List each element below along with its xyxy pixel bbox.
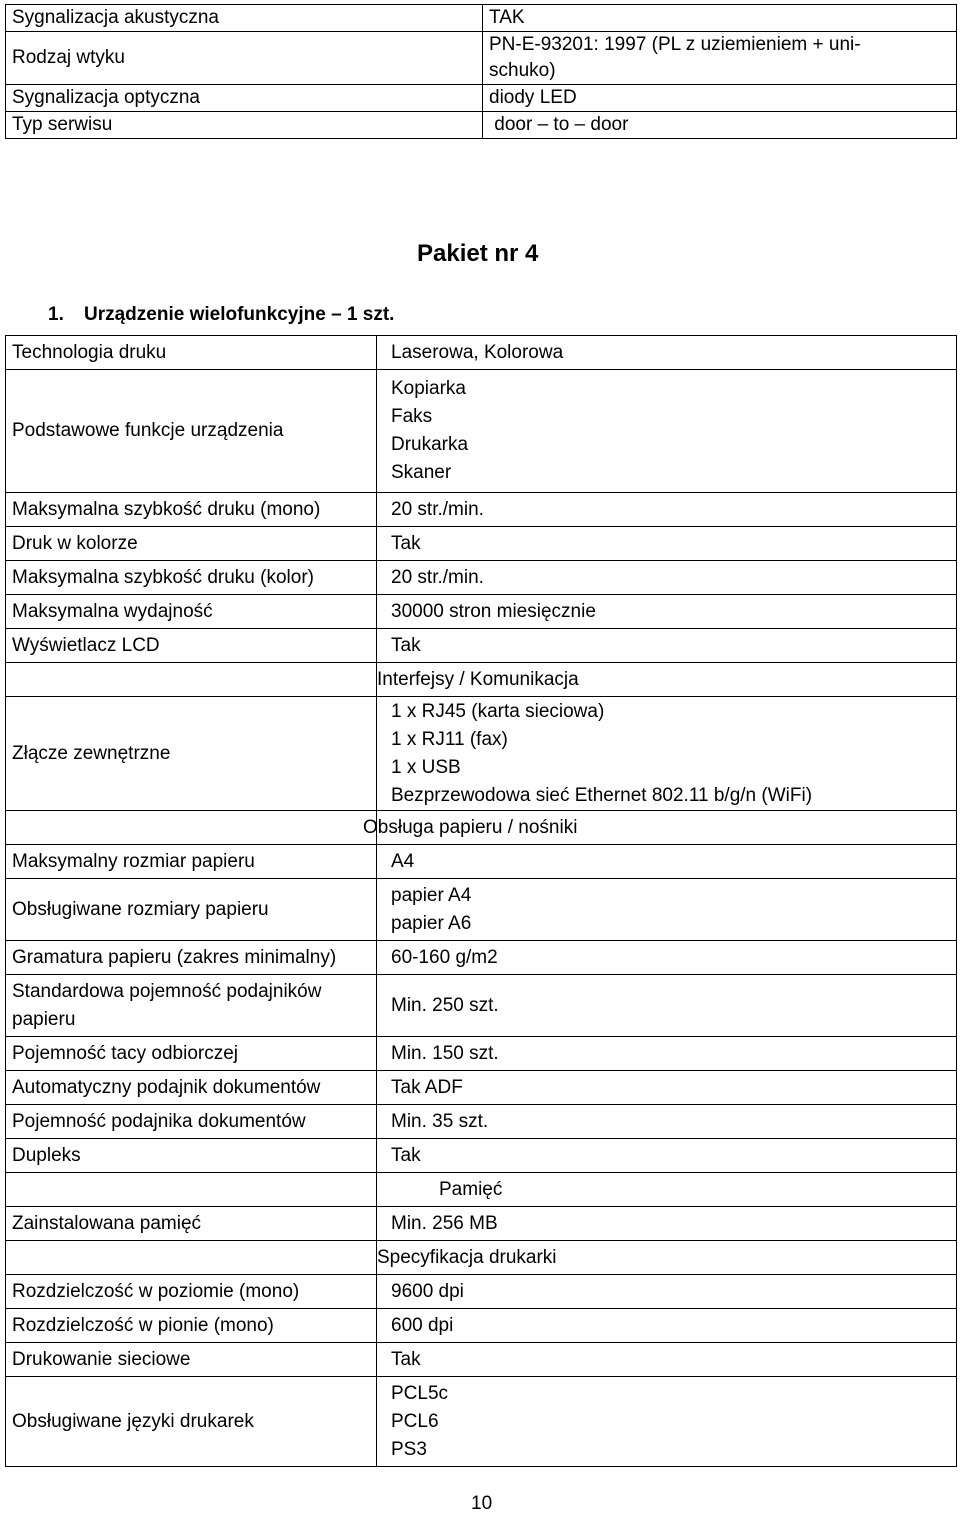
row-label: Gramatura papieru (zakres minimalny) xyxy=(6,941,377,975)
table-row xyxy=(6,845,957,879)
value-line: PS3 xyxy=(391,1438,427,1460)
table-row xyxy=(6,1207,957,1241)
row-value: Tak xyxy=(377,527,957,561)
table-row xyxy=(6,1071,957,1105)
row-label: Typ serwisu xyxy=(6,112,483,139)
row-value: Tak xyxy=(377,1139,957,1173)
row-label: Rodzaj wtyku xyxy=(6,32,483,85)
row-value xyxy=(377,1377,957,1467)
row-value: Tak ADF xyxy=(377,1071,957,1105)
table-row xyxy=(6,1037,957,1071)
table-row xyxy=(6,1275,957,1309)
value-line: Bezprzewodowa sieć Ethernet 802.11 b/g/n (WiFi) xyxy=(391,784,813,806)
table-row xyxy=(6,493,957,527)
row-label: Podstawowe funkcje urządzenia xyxy=(6,370,377,493)
section-spacer xyxy=(6,663,377,697)
value-line: PN-E-93201: 1997 (PL z uziemieniem + uni- xyxy=(489,34,861,55)
table-row xyxy=(6,5,957,32)
table-row xyxy=(6,336,957,370)
row-label: Obsługiwane języki drukarek xyxy=(6,1377,377,1467)
row-value: door – to – door xyxy=(483,112,957,139)
row-label: Technologia druku xyxy=(6,336,377,370)
table-row xyxy=(6,1343,957,1377)
row-label: Rozdzielczość w poziomie (mono) xyxy=(6,1275,377,1309)
row-label: Automatyczny podajnik dokumentów xyxy=(6,1071,377,1105)
row-value: Min. 250 szt. xyxy=(377,975,957,1037)
section-spacer xyxy=(6,1241,377,1275)
row-value xyxy=(483,32,957,85)
section-title-printer: Specyfikacja drukarki xyxy=(377,1241,957,1275)
row-label: Sygnalizacja optyczna xyxy=(6,85,483,112)
table-row xyxy=(6,561,957,595)
value-line: 1 x USB xyxy=(391,756,461,778)
table-row xyxy=(6,629,957,663)
row-label: Standardowa pojemność podajników papieru xyxy=(6,975,377,1037)
row-value xyxy=(377,879,957,941)
row-value xyxy=(377,370,957,493)
row-value: diody LED xyxy=(483,85,957,112)
section-header-row xyxy=(6,1173,957,1207)
table-row xyxy=(6,1377,957,1467)
value-line: schuko) xyxy=(489,60,556,81)
row-label: Maksymalna szybkość druku (mono) xyxy=(6,493,377,527)
heading-text: Urządzenie wielofunkcyjne – 1 szt. xyxy=(84,304,395,325)
row-label: Drukowanie sieciowe xyxy=(6,1343,377,1377)
value-line: Drukarka xyxy=(391,434,469,455)
table-row xyxy=(6,595,957,629)
value-line: Kopiarka xyxy=(391,378,466,399)
value-line: 1 x RJ45 (karta sieciowa) xyxy=(391,700,605,722)
row-label: Zainstalowana pamięć xyxy=(6,1207,377,1241)
page-number: 10 xyxy=(471,1493,493,1514)
table-row xyxy=(6,879,957,941)
row-value: A4 xyxy=(377,845,957,879)
row-value: Min. 150 szt. xyxy=(377,1037,957,1071)
row-value: Min. 35 szt. xyxy=(377,1105,957,1139)
heading-number: 1. xyxy=(48,304,64,325)
row-value: TAK xyxy=(483,5,957,32)
table-row xyxy=(6,1105,957,1139)
row-value: 20 str./min. xyxy=(377,493,957,527)
section-header-row xyxy=(6,811,957,845)
row-label: Wyświetlacz LCD xyxy=(6,629,377,663)
value-line: 1 x RJ11 (fax) xyxy=(391,728,508,750)
section-spacer xyxy=(6,1173,377,1207)
section-header-row xyxy=(6,663,957,697)
row-label: Sygnalizacja akustyczna xyxy=(6,5,483,32)
table-row xyxy=(6,370,957,493)
row-label: Maksymalna wydajność xyxy=(6,595,377,629)
row-label: Druk w kolorze xyxy=(6,527,377,561)
row-value: 30000 stron miesięcznie xyxy=(377,595,957,629)
value-line: papier A6 xyxy=(391,912,472,934)
row-value: Min. 256 MB xyxy=(377,1207,957,1241)
row-label: Rozdzielczość w pionie (mono) xyxy=(6,1309,377,1343)
row-value: 20 str./min. xyxy=(377,561,957,595)
table-row xyxy=(6,697,957,811)
row-value: 9600 dpi xyxy=(377,1275,957,1309)
value-line: Faks xyxy=(391,406,433,427)
value-line: PCL5c xyxy=(391,1382,449,1404)
section-title-interfaces: Interfejsy / Komunikacja xyxy=(377,663,957,697)
row-value: Laserowa, Kolorowa xyxy=(377,336,957,370)
section-spacer xyxy=(6,811,377,845)
section-title-memory: Pamięć xyxy=(377,1173,957,1207)
row-label: Złącze zewnętrzne xyxy=(6,697,377,811)
row-label: Pojemność tacy odbiorczej xyxy=(6,1037,377,1071)
row-value: Tak xyxy=(377,629,957,663)
table-row xyxy=(6,32,957,85)
row-label: Dupleks xyxy=(6,1139,377,1173)
table-row xyxy=(6,1139,957,1173)
table-row xyxy=(6,85,957,112)
section-header-row xyxy=(6,1241,957,1275)
top-spec-table xyxy=(5,4,957,139)
table-row xyxy=(6,1309,957,1343)
row-value: Tak xyxy=(377,1343,957,1377)
table-row xyxy=(6,975,957,1037)
device-heading xyxy=(48,304,394,326)
row-label: Obsługiwane rozmiary papieru xyxy=(6,879,377,941)
package-title: Pakiet nr 4 xyxy=(417,240,539,267)
row-value: 60-160 g/m2 xyxy=(377,941,957,975)
section-title-paper: Obsługa papieru / nośniki xyxy=(363,811,943,845)
table-row xyxy=(6,941,957,975)
table-row xyxy=(6,527,957,561)
row-value: 600 dpi xyxy=(377,1309,957,1343)
row-label: Maksymalny rozmiar papieru xyxy=(6,845,377,879)
table-row xyxy=(6,112,957,139)
row-label: Pojemność podajnika dokumentów xyxy=(6,1105,377,1139)
row-value xyxy=(377,697,957,811)
value-line: Skaner xyxy=(391,462,452,483)
value-line: PCL6 xyxy=(391,1410,439,1432)
row-label: Maksymalna szybkość druku (kolor) xyxy=(6,561,377,595)
device-spec-table xyxy=(5,335,957,1467)
value-line: papier A4 xyxy=(391,884,472,906)
